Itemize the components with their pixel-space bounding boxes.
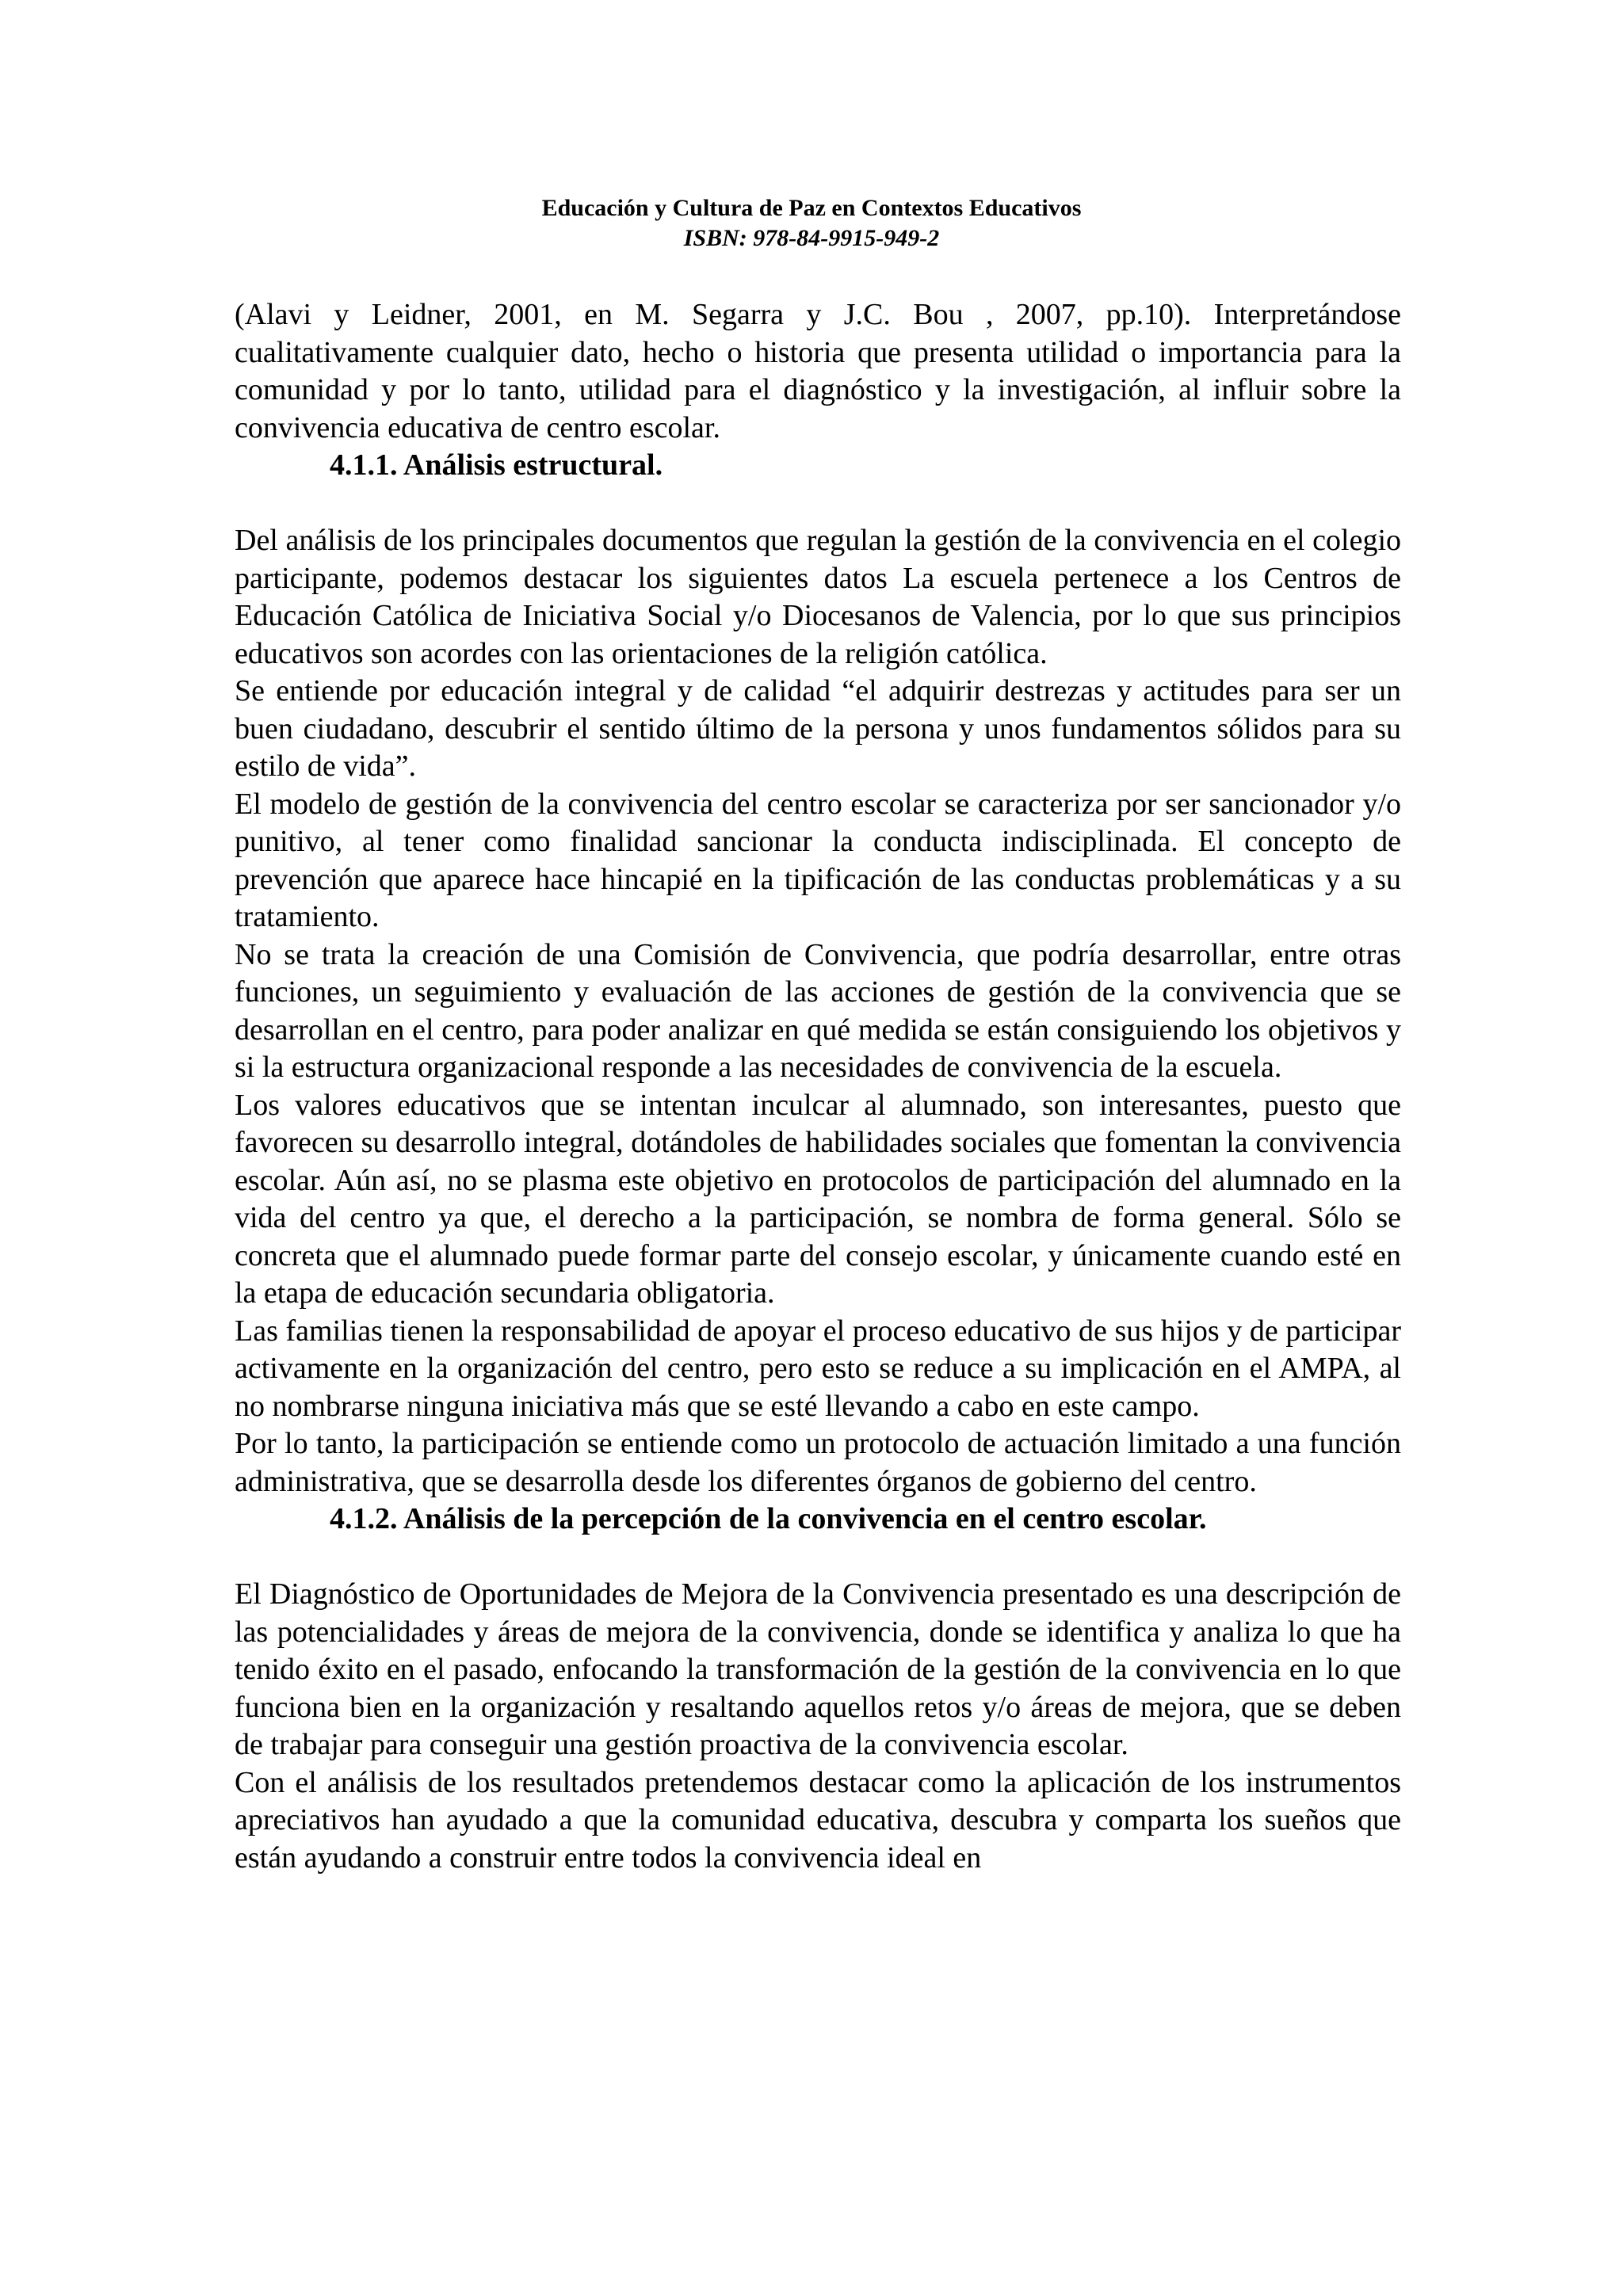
paragraph: Del análisis de los principales documentos que regulan la gestión de la convivencia en el colegio participante, podemos destacar los siguientes datos La escuela pertenece a los Centros de Educación Católica de Iniciativa Social y/o Diocesanos de Valencia, por lo que sus principios educativos son acordes con las orientaciones de la religión católica.	[235, 524, 1401, 670]
paragraph: El modelo de gestión de la convivencia del centro escolar se caracteriza por ser sancionador y/o punitivo, al tener como finalidad sancionar la conducta indisciplinada. El concepto de prevención que aparece hace hincapié en la tipificación de las conductas problemáticas y a su tratamiento.	[235, 787, 1401, 933]
running-header	[0, 193, 1623, 254]
section-heading-4-1-2: 4.1.2. Análisis de la percepción de la convivencia en el centro escolar.	[330, 1502, 1207, 1535]
paragraph: No se trata la creación de una Comisión de Convivencia, que podría desarrollar, entre otras funciones, un seguimiento y evaluación de las acciones de gestión de la convivencia que se desarrollan en el centro, para poder analizar en qué medida se están consiguiendo los objetivos y si la estructura organizacional responde a las necesidades de convivencia de la escuela.	[235, 937, 1401, 1084]
page-body	[235, 296, 1401, 1877]
paragraph: Por lo tanto, la participación se entiende como un protocolo de actuación limitado a una función administrativa, que se desarrolla desde los diferentes órganos de gobierno del centro.	[235, 1427, 1401, 1498]
intro-paragraph: (Alavi y Leidner, 2001, en M. Segarra y J.C. Bou , 2007, pp.10). Interpretándose cualitativamente cualquier dato, hecho o historia que presenta utilidad o importancia para la comunidad y por lo tanto, utilidad para el diagnóstico y la investigación, al influir sobre la convivencia educativa de centro escolar.	[235, 298, 1401, 444]
paragraph: Se entiende por educación integral y de calidad “el adquirir destrezas y actitudes para ser un buen ciudadano, descubrir el sentido último de la persona y unos fundamentos sólidos para su estilo de vida”.	[235, 674, 1401, 783]
isbn: ISBN: 978-84-9915-949-2	[683, 225, 940, 251]
paragraph: Los valores educativos que se intentan inculcar al alumnado, son interesantes, puesto que favorecen su desarrollo integral, dotándoles de habilidades sociales que fomentan la convivencia escolar. Aún así, no se plasma este objetivo en protocolos de participación del alumnado en la vida del centro ya que, el derecho a la participación, se nombra de forma general. Sólo se concreta que el alumnado puede formar parte del consejo escolar, y únicamente cuando esté en la etapa de educación secundaria obligatoria.	[235, 1088, 1401, 1310]
paragraph: Con el análisis de los resultados pretendemos destacar como la aplicación de los instrumentos apreciativos han ayudado a que la comunidad educativa, descubra y comparta los sueños que están ayudando a construir entre todos la convivencia ideal en	[235, 1765, 1401, 1875]
book-title: Educación y Cultura de Paz en Contextos Educativos	[541, 195, 1082, 221]
paragraph: El Diagnóstico de Oportunidades de Mejora de la Convivencia presentado es una descripción de las potencialidades y áreas de mejora de la convivencia, donde se identifica y analiza lo que ha tenido éxito en el pasado, enfocando la transformación de la gestión de la convivencia en lo que funciona bien en la organización y resaltando aquellos retos y/o áreas de mejora, que se deben de trabajar para conseguir una gestión proactiva de la convivencia escolar.	[235, 1577, 1401, 1761]
section-heading-4-1-1: 4.1.1. Análisis estructural.	[330, 448, 663, 482]
paragraph: Las familias tienen la responsabilidad de apoyar el proceso educativo de sus hijos y de participar activamente en la organización del centro, pero esto se reduce a su implicación en el AMPA, al no nombrarse ninguna iniciativa más que se esté llevando a cabo en este campo.	[235, 1314, 1401, 1423]
